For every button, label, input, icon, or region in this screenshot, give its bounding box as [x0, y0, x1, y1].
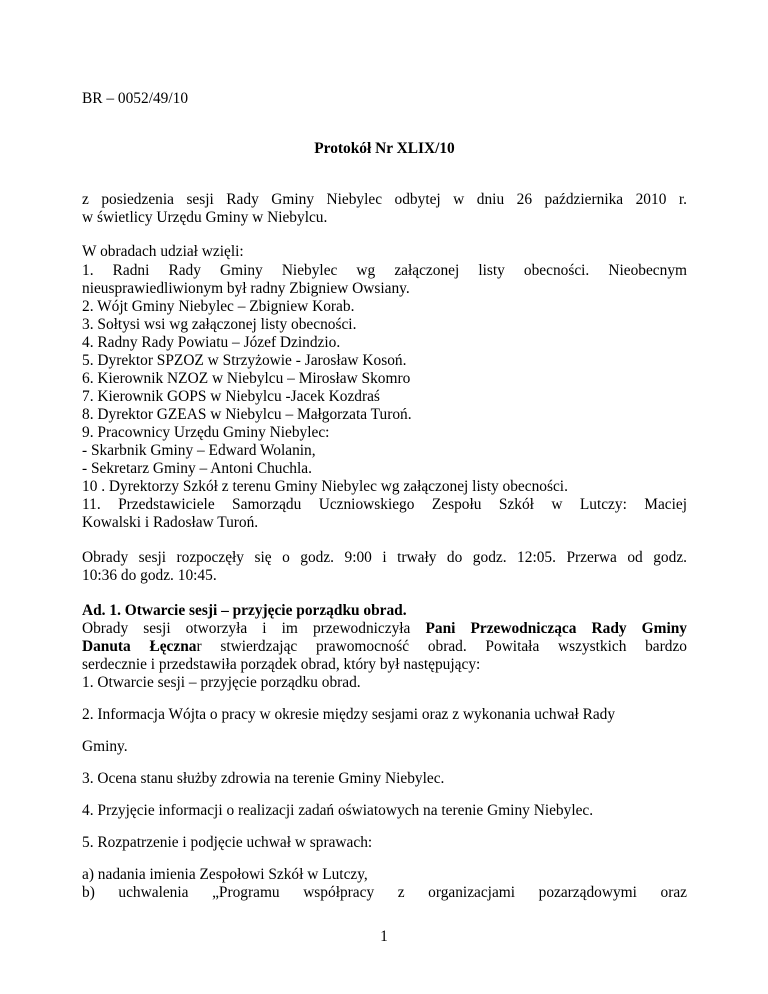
agenda-item: Gminy. — [82, 738, 128, 755]
session-time-line-1: Obrady sesji rozpoczęły się o godz. 9:00 i trwały do godz. 12:05. Przerwa od godz. — [82, 549, 687, 566]
agenda-item: 2. Informacja Wójta o pracy w okresie między sesjami oraz z wykonania uchwał Rady — [82, 706, 616, 723]
attendee-line: 11. Przedstawiciele Samorządu Uczniowskiego Zespołu Szkół w Lutczy: Maciej — [82, 496, 687, 513]
attendee-line: 3. Sołtysi wsi wg załączonej listy obecności. — [82, 316, 357, 333]
intro-line-1: z posiedzenia sesji Rady Gminy Niebylec odbytej w dniu 26 października 2010 r. — [82, 191, 687, 208]
attendee-line: 7. Kierownik GOPS w Niebylcu -Jacek Kozdraś — [82, 388, 380, 405]
attendees-heading: W obradach udział wzięli: — [82, 243, 244, 260]
attendee-line: 2. Wójt Gminy Niebylec – Zbigniew Korab. — [82, 298, 355, 315]
agenda-item: a) nadania imienia Zespołowi Szkół w Lutczy, — [82, 866, 368, 883]
attendee-line: 4. Radny Rady Powiatu – Józef Dzindzio. — [82, 334, 341, 351]
ad1-line-3: serdecznie i przedstawiła porządek obrad, który był następujący: — [82, 656, 481, 673]
attendee-line: - Skarbnik Gminy – Edward Wolanin, — [82, 442, 316, 459]
intro-line-2: w świetlicy Urzędu Gminy w Niebylcu. — [82, 209, 328, 226]
agenda-item: 1. Otwarcie sesji – przyjęcie porządku obrad. — [82, 674, 361, 691]
doc-number: BR – 0052/49/10 — [82, 90, 189, 107]
agenda-item: b) uchwalenia „Programu współpracy z organizacjami pozarządowymi oraz — [82, 884, 687, 901]
session-time-line-2: 10:36 do godz. 10:45. — [82, 567, 217, 584]
page-title: Protokół Nr XLIX/10 — [314, 140, 455, 157]
attendee-line: Kowalski i Radosław Turoń. — [82, 514, 259, 531]
attendee-line: 1. Radni Rady Gminy Niebylec wg załączonej listy obecności. Nieobecnym — [82, 262, 687, 279]
ad1-line-1: Obrady sesji otworzyła i im przewodniczyła Pani Przewodnicząca Rady Gminy — [82, 620, 687, 637]
attendee-line: 6. Kierownik NZOZ w Niebylcu – Mirosław Skomro — [82, 370, 411, 387]
attendee-line: 8. Dyrektor GZEAS w Niebylcu – Małgorzata Turoń. — [82, 406, 412, 423]
agenda-item: 4. Przyjęcie informacji o realizacji zadań oświatowych na terenie Gminy Niebylec. — [82, 802, 594, 819]
attendee-line: 10 . Dyrektorzy Szkół z terenu Gminy Niebylec wg załączonej listy obecności. — [82, 478, 568, 495]
ad1-line-2: Danuta Łęcznar stwierdzając prawomocność obrad. Powitała wszystkich bardzo — [82, 638, 687, 655]
agenda-item: 5. Rozpatrzenie i podjęcie uchwał w sprawach: — [82, 834, 373, 851]
attendee-line: - Sekretarz Gminy – Antoni Chuchla. — [82, 460, 312, 477]
attendee-line: nieusprawiedliwionym był radny Zbigniew Owsiany. — [82, 280, 410, 297]
ad1-heading: Ad. 1. Otwarcie sesji – przyjęcie porządku obrad. — [82, 602, 407, 619]
attendee-line: 9. Pracownicy Urzędu Gminy Niebylec: — [82, 424, 330, 441]
attendee-line: 5. Dyrektor SPZOZ w Strzyżowie - Jarosław Kosoń. — [82, 352, 407, 369]
page-number: 1 — [380, 928, 388, 945]
agenda-item: 3. Ocena stanu służby zdrowia na terenie Gminy Niebylec. — [82, 770, 445, 787]
